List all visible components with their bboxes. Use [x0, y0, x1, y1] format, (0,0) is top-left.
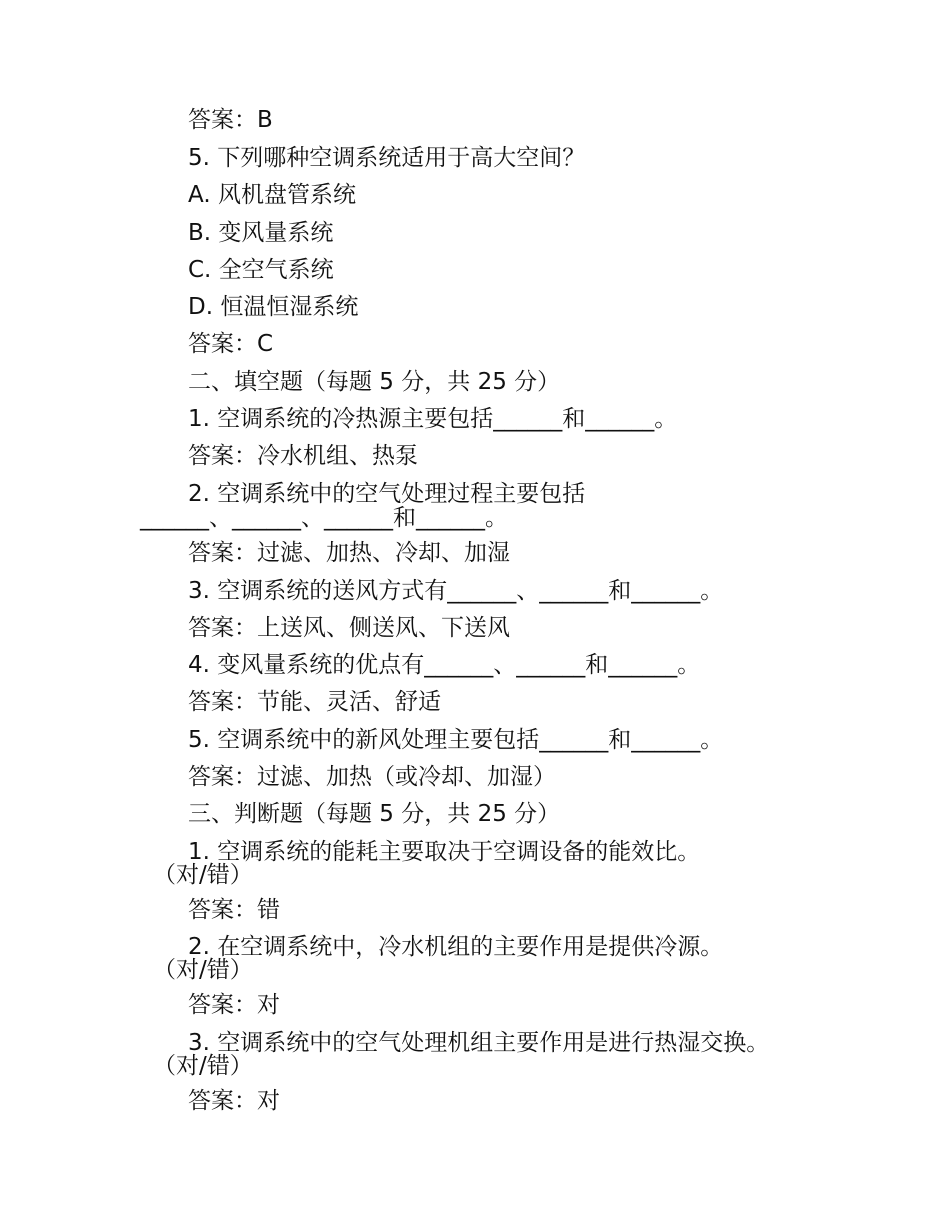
- option-b: B. 变风量系统: [188, 220, 334, 246]
- fill-question-2-line2: ______、______、______和______。: [140, 505, 508, 531]
- option-a: A. 风机盘管系统: [188, 182, 356, 208]
- fill-answer-3: 答案：上送风、侧送风、下送风: [188, 615, 510, 641]
- tf-question-1-options: （对/错）: [153, 862, 253, 888]
- tf-answer-3: 答案：对: [188, 1088, 280, 1114]
- fill-question-3: 3. 空调系统的送风方式有______、______和______。: [188, 578, 724, 604]
- fill-question-2-line1: 2. 空调系统中的空气处理过程主要包括: [188, 481, 586, 507]
- tf-question-1: 1. 空调系统的能耗主要取决于空调设备的能效比。: [188, 839, 701, 865]
- tf-question-2-options: （对/错）: [153, 957, 253, 983]
- section-heading-fill-blank: 二、填空题（每题 5 分，共 25 分）: [188, 369, 561, 395]
- question-5-choice: 5. 下列哪种空调系统适用于高大空间？: [188, 145, 586, 171]
- tf-question-3-options: （对/错）: [153, 1053, 253, 1079]
- tf-question-3: 3. 空调系统中的空气处理机组主要作用是进行热湿交换。: [188, 1030, 770, 1056]
- tf-question-2: 2. 在空调系统中，冷水机组的主要作用是提供冷源。: [188, 934, 724, 960]
- fill-answer-5: 答案：过滤、加热（或冷却、加湿）: [188, 764, 556, 790]
- option-d: D. 恒温恒湿系统: [188, 294, 359, 320]
- fill-answer-4: 答案：节能、灵活、舒适: [188, 689, 441, 715]
- answer-q4-choice: 答案：B: [188, 107, 273, 133]
- fill-answer-1: 答案：冷水机组、热泵: [188, 443, 418, 469]
- tf-answer-2: 答案：对: [188, 992, 280, 1018]
- fill-answer-2: 答案：过滤、加热、冷却、加湿: [188, 540, 510, 566]
- tf-answer-1: 答案：错: [188, 897, 280, 923]
- fill-question-1: 1. 空调系统的冷热源主要包括______和______。: [188, 406, 678, 432]
- option-c: C. 全空气系统: [188, 257, 334, 283]
- fill-question-5: 5. 空调系统中的新风处理主要包括______和______。: [188, 727, 724, 753]
- section-heading-true-false: 三、判断题（每题 5 分，共 25 分）: [188, 801, 561, 827]
- answer-q5-choice: 答案：C: [188, 331, 274, 357]
- fill-question-4: 4. 变风量系统的优点有______、______和______。: [188, 652, 701, 678]
